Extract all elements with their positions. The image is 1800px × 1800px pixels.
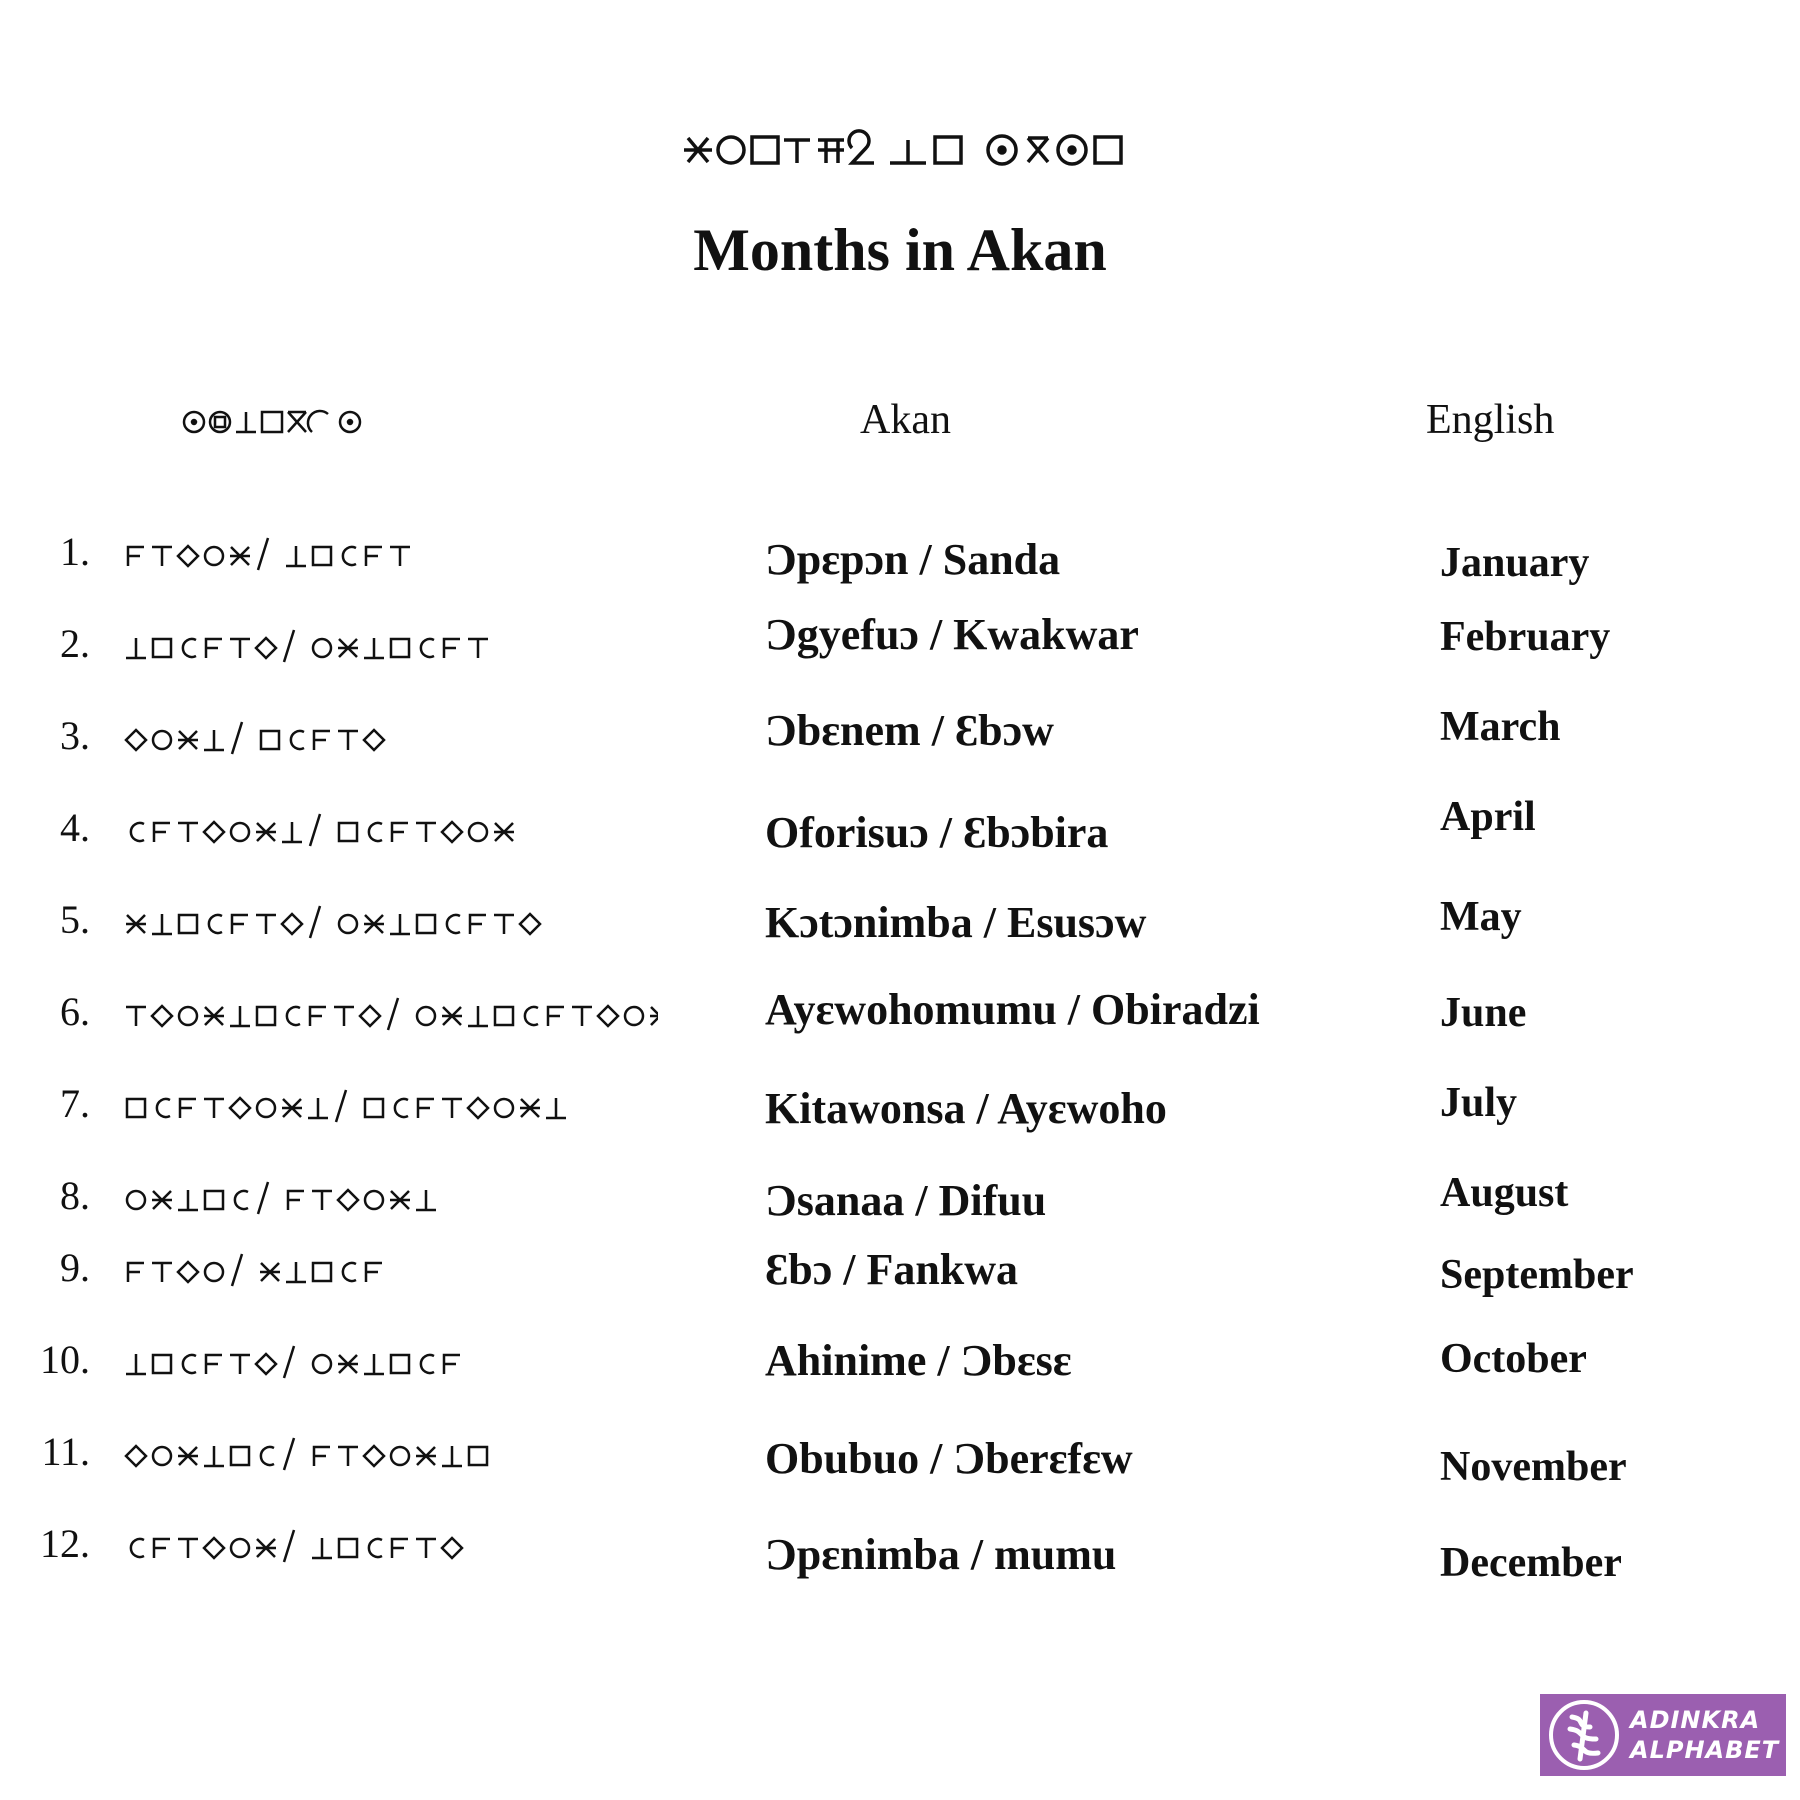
month-english-name: February	[1440, 614, 1611, 660]
month-adinkra-glyphs	[118, 992, 658, 1036]
month-english-name: January	[1440, 540, 1590, 586]
month-adinkra-glyphs	[118, 900, 658, 944]
logo-line-1: ADINKRA	[1630, 1706, 1761, 1734]
month-number: 6.	[60, 989, 90, 1034]
month-akan-name: Ahinime / Ɔbɛsɛ	[765, 1336, 1072, 1385]
month-adinkra-glyphs	[118, 1432, 658, 1476]
month-english-name: October	[1440, 1336, 1587, 1382]
month-akan-name: Ɔgyefuɔ / Kwakwar	[765, 610, 1139, 659]
month-akan-name: Ɔpɛpɔn / Sanda	[765, 535, 1061, 584]
column-header-akan: Akan	[860, 397, 951, 443]
month-akan-name: Kitawonsa / Ayɛwoho	[765, 1084, 1167, 1133]
column-header-adinkra	[180, 400, 370, 444]
month-adinkra-glyphs	[118, 716, 658, 760]
month-akan-name: Obubuo / Ɔberɛfɛw	[765, 1434, 1133, 1483]
month-number: 11.	[41, 1429, 90, 1474]
month-akan-name: Ayɛwohomumu / Obiradzi	[765, 985, 1260, 1034]
month-english-name: March	[1440, 704, 1561, 750]
month-number: 8.	[60, 1173, 90, 1218]
month-akan-name: Ɔsanaa / Difuu	[765, 1176, 1047, 1225]
month-english-name: November	[1440, 1444, 1627, 1490]
gye-nyame-logo-icon	[1546, 1697, 1622, 1773]
month-akan-name: Oforisuɔ / Ɛbɔbira	[765, 808, 1109, 857]
month-number: 10.	[40, 1337, 90, 1382]
month-english-name: May	[1440, 894, 1522, 940]
month-adinkra-glyphs	[118, 1248, 658, 1292]
month-adinkra-glyphs	[118, 532, 658, 576]
month-english-name: September	[1440, 1252, 1634, 1298]
month-english-name: August	[1440, 1170, 1569, 1216]
month-adinkra-glyphs	[118, 808, 658, 852]
adinkra-title-glyphs	[0, 118, 1800, 182]
month-adinkra-glyphs	[118, 624, 658, 668]
month-number: 7.	[60, 1081, 90, 1126]
month-akan-name: Ɔbɛnem / Ɛbɔw	[765, 706, 1054, 755]
month-number: 5.	[60, 897, 90, 942]
month-number: 12.	[40, 1521, 90, 1566]
month-number: 1.	[60, 529, 90, 574]
month-adinkra-glyphs	[118, 1524, 658, 1568]
adinkra-alphabet-logo	[1540, 1694, 1786, 1776]
month-akan-name: Ɔpɛnimba / mumu	[765, 1530, 1117, 1579]
month-english-name: July	[1440, 1080, 1518, 1126]
month-number: 9.	[60, 1245, 90, 1290]
month-adinkra-glyphs	[118, 1340, 658, 1384]
month-number: 2.	[60, 621, 90, 666]
month-akan-name: Ɛbɔ / Fankwa	[765, 1245, 1019, 1294]
month-akan-name: Kɔtɔnimba / Esusɔw	[765, 898, 1147, 947]
month-english-name: April	[1440, 794, 1536, 840]
month-adinkra-glyphs	[118, 1176, 658, 1220]
month-adinkra-glyphs	[118, 1084, 658, 1128]
month-english-name: June	[1440, 990, 1527, 1036]
month-number: 4.	[60, 805, 90, 850]
page-title: Months in Akan	[693, 217, 1107, 283]
month-english-name: December	[1440, 1540, 1622, 1586]
column-header-english: English	[1426, 397, 1555, 443]
month-number: 3.	[60, 713, 90, 758]
logo-line-2: ALPHABET	[1630, 1736, 1780, 1764]
